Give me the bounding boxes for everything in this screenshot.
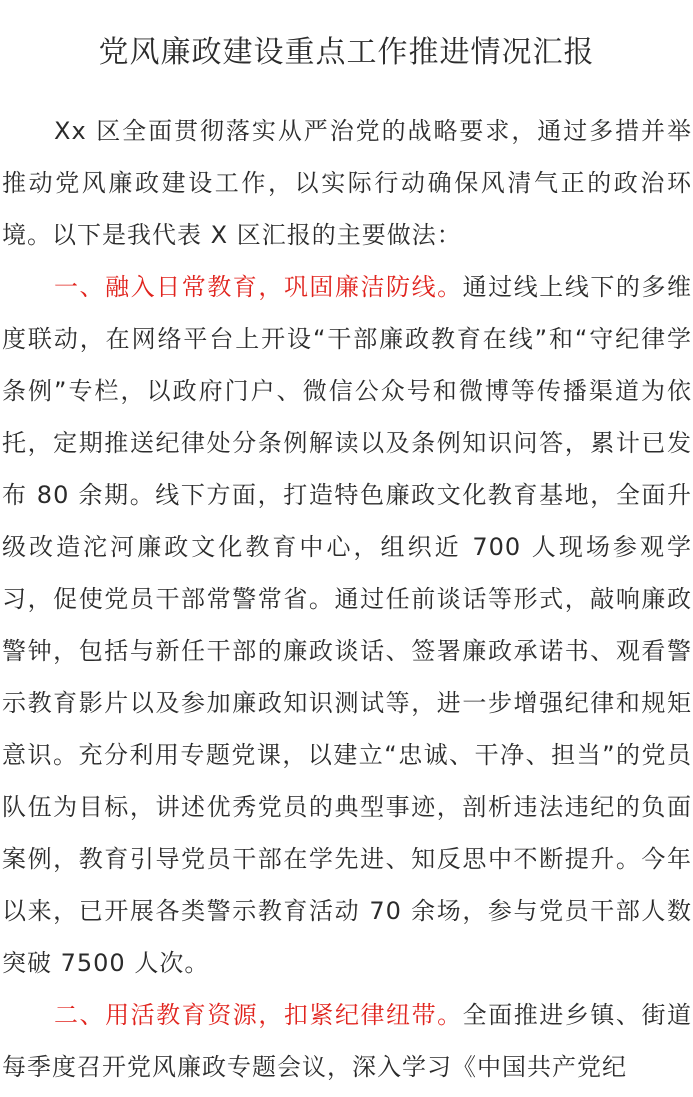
- intro-paragraph: Xx 区全面贯彻落实从严治党的战略要求，通过多措并举推动党风廉政建设工作，以实际行动确保风清气正的政治环境。以下是我代表 X 区汇报的主要做法：: [2, 117, 692, 249]
- document-body: [2, 105, 692, 1093]
- section-1-heading: 一、融入日常教育，巩固廉洁防线。: [54, 273, 463, 301]
- section-1-text: 通过线上线下的多维度联动，在网络平台上开设“干部廉政教育在线”和“守纪律学条例”专栏，以政府门户、微信公众号和微博等传播渠道为依托，定期推送纪律处分条例解读以及条例知识问答，累计已发布 80 余期。线下方面，打造特色廉政文化教育基地，全面升级改造沱河廉政文化教育中心，组织近 700 人现场参观学习，促使党员干部常警常省。通过任前谈话等形式，敲响廉政警钟，包括与新任干部的廉政谈话、签署廉政承诺书、观看警示教育影片以及参加廉政知识测试等，进一步增强纪律和规矩意识。充分利用专题党课，以建立“忠诚、干净、担当”的党员队伍为目标，讲述优秀党员的典型事迹，剖析违法违纪的负面案例，教育引导党员干部在学先进、知反思中不断提升。今年以来，已开展各类警示教育活动 70 余场，参与党员干部人数突破 7500 人次。: [2, 273, 693, 977]
- section-2-heading: 二、用活教育资源，扣紧纪律纽带。: [54, 1001, 463, 1029]
- section-2-text: 全面推进乡镇、街道每季度召开党风廉政专题会议，深入学习《中国共产党纪: [2, 1001, 693, 1081]
- section-1-paragraph: [2, 261, 692, 989]
- section-2-paragraph: [2, 989, 692, 1093]
- document-title: 党风廉政建设重点工作推进情况汇报: [98, 35, 595, 70]
